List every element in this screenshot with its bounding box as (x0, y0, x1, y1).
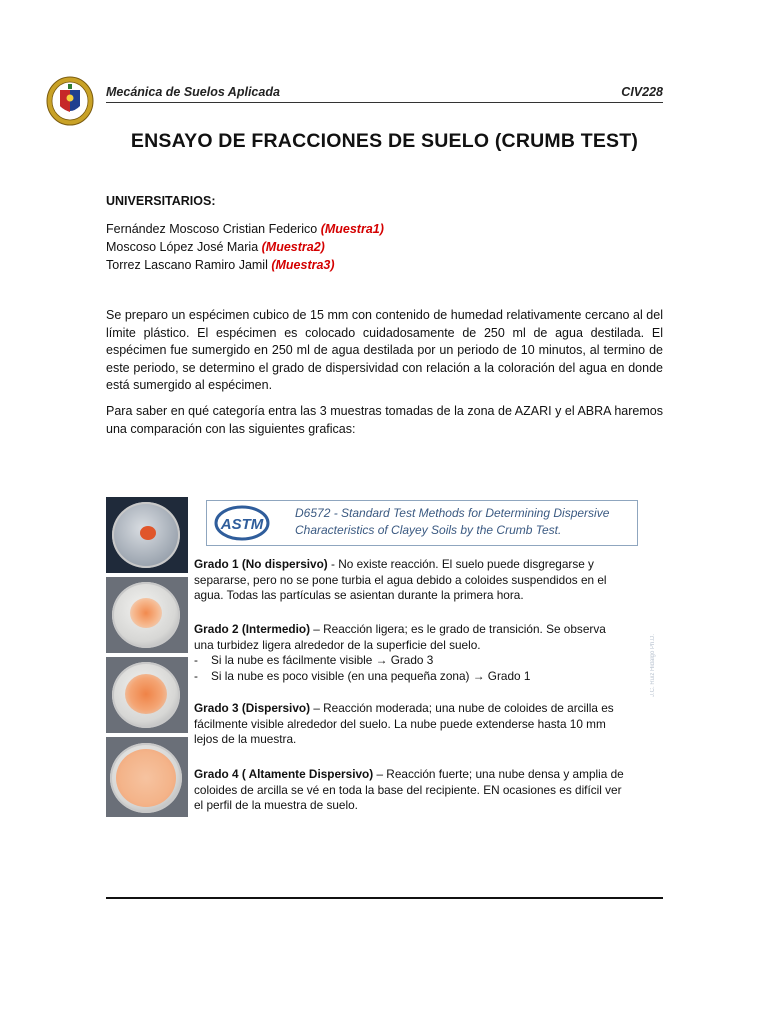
petri-dish-grade-1 (106, 497, 188, 573)
student-name: Fernández Moscoso Cristian Federico (106, 222, 318, 236)
petri-dish-photos (106, 497, 188, 817)
comparison-paragraph: Para saber en qué categoría entra las 3 muestras tomadas de la zona de AZARI y el ABRA haremos una comparación con las siguientes graficas: (106, 404, 663, 436)
grade-label: Grado 2 (Intermedio) (194, 622, 311, 636)
grade-text: – Reacción moderada; una nube de coloides de arcilla es fácilmente visible alrededor del suelo. La nube puede extenderse hasta 10 mm lejos de la muestra. (194, 701, 614, 746)
grade-text: - No existe reacción. El suelo puede disgregarse y separarse, pero no se pone turbia el agua debido a coloides suspendidos en el agua. Todas las partículas se asientan durante la primera hora. (194, 557, 607, 602)
grade-label: Grado 3 (Dispersivo) (194, 701, 311, 715)
grade-bullet: - Si la nube es fácilmente visible → Grado 3 (194, 653, 434, 667)
grade-2-description (194, 622, 624, 684)
astm-standard-banner (206, 500, 638, 546)
grade-bullet: - Si la nube es poco visible (en una pequeña zona) → Grado 1 (194, 668, 531, 683)
grade-1-description (194, 557, 624, 604)
course-name: Mecánica de Suelos Aplicada (106, 85, 280, 99)
page-header (106, 85, 663, 103)
grade-text: – Reacción ligera; es le grado de transición. Se observa una turbidez ligera alrededor de la superficie del suelo. (194, 622, 606, 652)
students-list (106, 220, 384, 274)
sample-tag: (Muestra3) (271, 258, 335, 272)
svg-text:ASTM: ASTM (220, 516, 264, 533)
grade-label: Grado 1 (No dispersivo) (194, 557, 328, 571)
procedure-paragraph: Se preparo un espécimen cubico de 15 mm con contenido de humedad relativamente cercano al del límite plástico. El espécimen es colocado cuidadosamente de 250 ml de agua destilada. El espécimen fue sumergido en 250 ml de agua destilada por un periodo de 10 minutos, al termino de este periodo, se determino el grado de dispersividad con relación a la coloración del agua en donde está sumergido al espécimen. (106, 308, 663, 393)
course-code: CIV228 (621, 85, 663, 99)
grade-3-description (194, 701, 624, 748)
student-entry (106, 238, 384, 256)
document-title: ENSAYO DE FRACCIONES DE SUELO (CRUMB TEST) (130, 130, 639, 152)
header-divider (106, 102, 663, 103)
grade-label: Grado 4 ( Altamente Dispersivo) (194, 767, 374, 781)
university-crest-logo (46, 76, 94, 126)
astm-logo-icon (213, 503, 271, 543)
student-name: Moscoso López José Maria (106, 240, 259, 254)
student-entry (106, 256, 384, 274)
astm-standard-title: D6572 - Standard Test Methods for Determining Dispersive Characteristics of Clayey Soils by the Crumb Test. (295, 506, 610, 537)
author-watermark: J.C. Ruiz Hidalgo Ph.D. (650, 633, 656, 697)
grade-4-description (194, 767, 624, 814)
student-entry (106, 220, 384, 238)
sample-tag: (Muestra1) (320, 222, 384, 236)
footer-divider (106, 897, 663, 899)
students-label: UNIVERSITARIOS: (106, 194, 216, 208)
crumb-test-figure (106, 497, 656, 817)
grade-text: – Reacción fuerte; una nube densa y amplia de coloides de arcilla se vé en toda la base del recipiente. EN ocasiones es difícil ver el perfil de la muestra de suelo. (194, 767, 624, 812)
petri-dish-grade-3 (106, 657, 188, 733)
sample-tag: (Muestra2) (261, 240, 325, 254)
petri-dish-grade-2 (106, 577, 188, 653)
petri-dish-grade-4 (106, 737, 188, 817)
student-name: Torrez Lascano Ramiro Jamil (106, 258, 268, 272)
